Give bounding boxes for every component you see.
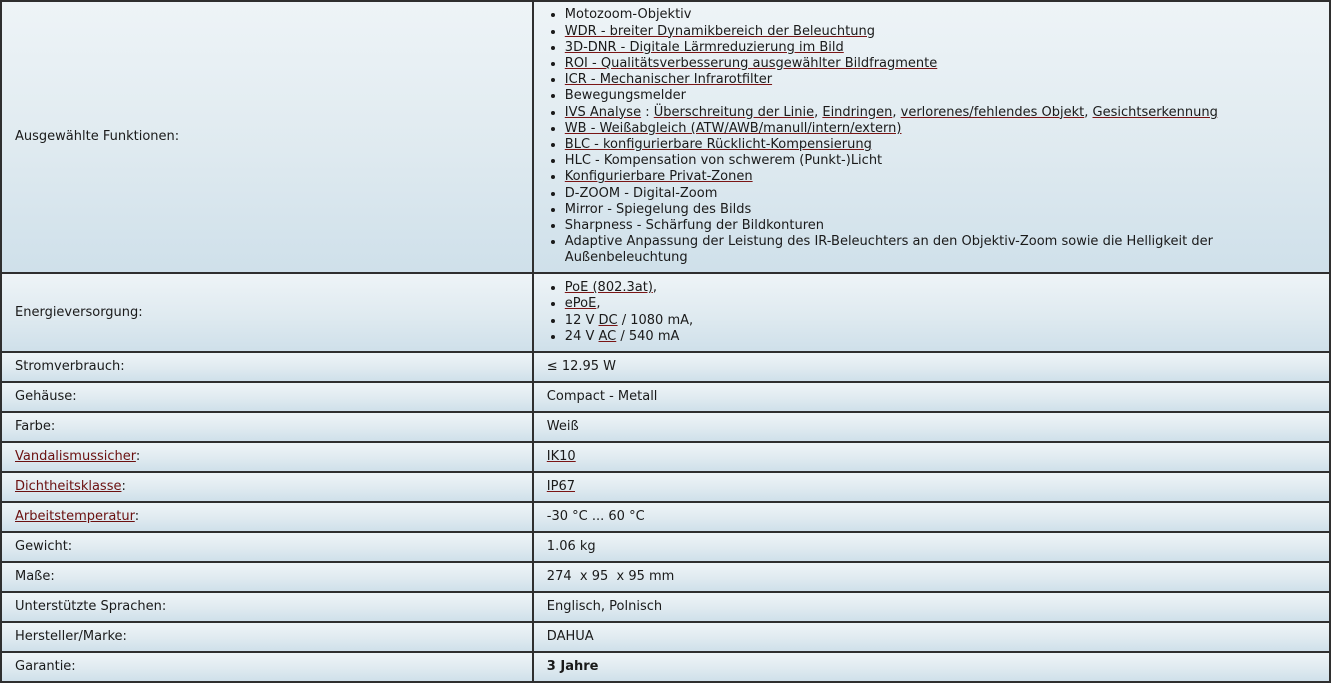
spec-value-vandal [534,443,1329,471]
ingress-link[interactable]: Dichtheitsklasse [15,479,122,494]
ivs-link-missing-object[interactable]: verlorenes/fehlendes Objekt [900,104,1085,120]
power-prefix: 24 V [564,328,599,344]
spec-value-power [534,274,1329,351]
label-colon: : [135,449,141,464]
power-list [547,280,1316,345]
feature-item-ivs [565,105,1316,121]
spec-label-languages: Unterstützte Sprachen: [2,593,532,621]
power-suffix: , [596,296,601,312]
spec-label-color: Farbe: [2,413,532,441]
feature-text: D-ZOOM - Digital-Zoom [564,185,718,201]
ivs-link-face-detection[interactable]: Gesichtserkennung [1092,104,1218,120]
feature-list [547,7,1316,266]
spec-row-color [2,413,1329,441]
ik10-link[interactable]: IK10 [546,449,576,464]
ip67-link[interactable]: IP67 [546,479,576,494]
feature-item-blc [565,137,1316,153]
spec-label-warranty: Garantie: [2,653,532,681]
spec-row-power [2,274,1329,351]
spec-row-brand [2,623,1329,651]
feature-item-adaptive-ir [565,234,1316,266]
feature-item-wdr [565,24,1316,40]
spec-value-functions [534,2,1329,272]
ivs-separator: : [641,104,654,120]
spec-label-vandal [2,443,532,471]
feature-text: Sharpness - Schärfung der Bildkonturen [564,218,824,234]
power-link-poe[interactable]: PoE (802.3at) [564,280,653,296]
feature-text: HLC - Kompensation von schwerem (Punkt-)Licht [564,153,883,169]
spec-row-housing [2,383,1329,411]
spec-value-brand: DAHUA [534,623,1329,651]
feature-text: Adaptive Anpassung der Leistung des IR-Beleuchters an den Objektiv-Zoom sowie die Helligkeit der Außenbeleuchtung [564,234,1213,266]
spec-row-temperature [2,503,1329,531]
vandal-link[interactable]: Vandalismussicher [15,449,136,464]
feature-item-mirror [565,202,1316,218]
power-item-epoe [565,296,1316,312]
spec-label-temperature [2,503,532,531]
power-prefix: 12 V [564,312,599,328]
spec-label-housing: Gehäuse: [2,383,532,411]
spec-row-ingress [2,473,1329,501]
feature-text: Bewegungsmelder [564,88,686,104]
spec-row-vandal [2,443,1329,471]
feature-link-wb[interactable]: WB - Weißabgleich (ATW/AWB/manull/intern/extern) [564,120,902,136]
power-link-ac[interactable]: AC [598,328,617,344]
ivs-comma: , [814,104,823,120]
feature-text: Mirror - Spiegelung des Bilds [564,201,752,217]
feature-item-motion-detector [565,88,1316,104]
power-item-poe [565,280,1316,296]
power-suffix: / 540 mA [616,328,680,344]
feature-link-wdr[interactable]: WDR - breiter Dynamikbereich der Beleuchtung [564,23,876,39]
ivs-link-intrusion[interactable]: Eindringen [822,104,893,120]
power-suffix: / 1080 mA, [617,312,694,328]
spec-label-consumption: Stromverbrauch: [2,353,532,381]
feature-link-roi[interactable]: ROI - Qualitätsverbesserung ausgewählter Bildfragmente [564,55,938,71]
spec-value-warranty: 3 Jahre [534,653,1329,681]
spec-value-temperature: -30 °C ... 60 °C [534,503,1329,531]
ivs-comma: , [892,104,901,120]
power-item-ac [565,329,1316,345]
temperature-link[interactable]: Arbeitstemperatur [15,509,135,524]
feature-item-wb [565,121,1316,137]
feature-text: Motozoom-Objektiv [564,7,692,23]
power-suffix: , [652,280,658,296]
ivs-link-line-crossing[interactable]: Überschreitung der Linie [653,104,815,120]
spec-label-brand: Hersteller/Marke: [2,623,532,651]
spec-row-dimensions [2,563,1329,591]
spec-value-housing: Compact - Metall [534,383,1329,411]
spec-value-dimensions: 274 x 95 x 95 mm [534,563,1329,591]
feature-item-3d-dnr [565,40,1316,56]
feature-item-roi [565,56,1316,72]
power-link-epoe[interactable]: ePoE [564,296,597,312]
spec-value-ingress [534,473,1329,501]
feature-link-ivs[interactable]: IVS Analyse [564,104,642,120]
spec-label-dimensions: Maße: [2,563,532,591]
power-item-dc [565,313,1316,329]
power-link-dc[interactable]: DC [598,312,618,328]
spec-row-functions [2,2,1329,272]
spec-value-color: Weiß [534,413,1329,441]
spec-label-power: Energieversorgung: [2,274,532,351]
spec-value-languages: Englisch, Polnisch [534,593,1329,621]
spec-row-weight [2,533,1329,561]
feature-link-icr[interactable]: ICR - Mechanischer Infrarotfilter [564,72,773,88]
feature-link-3d-dnr[interactable]: 3D-DNR - Digitale Lärmreduzierung im Bild [564,39,844,55]
feature-link-privacy-zones[interactable]: Konfigurierbare Privat-Zonen [564,169,753,185]
feature-item-sharpness [565,218,1316,234]
spec-label-functions: Ausgewählte Funktionen: [2,2,532,272]
feature-item-hlc [565,153,1316,169]
ivs-comma: , [1084,104,1093,120]
label-colon: : [121,479,126,494]
spec-row-languages [2,593,1329,621]
feature-item-icr [565,72,1316,88]
spec-row-warranty [2,653,1329,681]
spec-value-consumption: ≤ 12.95 W [534,353,1329,381]
feature-item-motozoom [565,7,1316,23]
feature-item-d-zoom [565,186,1316,202]
spec-value-weight: 1.06 kg [534,533,1329,561]
feature-link-blc[interactable]: BLC - konfigurierbare Rücklicht-Kompensierung [564,137,872,152]
feature-item-privacy-zones [565,169,1316,185]
label-colon: : [134,509,140,524]
spec-label-weight: Gewicht: [2,533,532,561]
spec-row-consumption [2,353,1329,381]
spec-label-ingress [2,473,532,501]
